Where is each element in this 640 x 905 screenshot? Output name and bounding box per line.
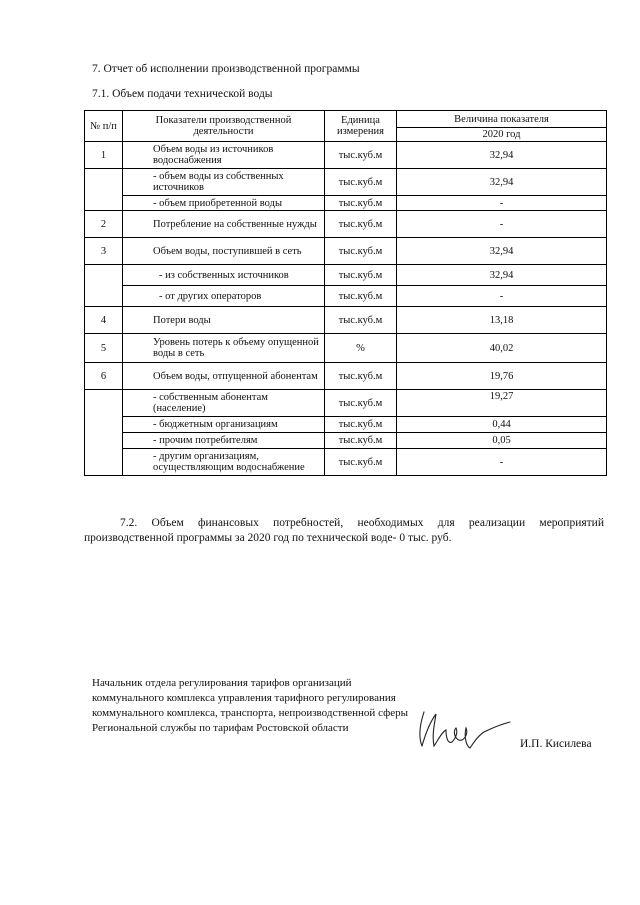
row-unit: % (325, 334, 397, 363)
row-name: Потери воды (123, 307, 325, 334)
row-value: - (397, 449, 607, 476)
row-num: 4 (85, 307, 123, 334)
header-value: Величина показателя (397, 111, 607, 128)
row-name: - другим организациям, осуществляющим водоснабжение (123, 449, 325, 476)
row-value: 19,27 (397, 390, 607, 417)
row-num: 5 (85, 334, 123, 363)
signatory-name: И.П. Кисилева (520, 738, 592, 750)
row-name: - из собственных источников (123, 265, 325, 286)
paragraph-7-2: 7.2. Объем финансовых потребностей, необходимых для реализации мероприятий производственной программы за 2020 год по технической воде- 0 тыс. руб. (84, 517, 604, 544)
header-year: 2020 год (397, 128, 607, 142)
row-value: 19,76 (397, 363, 607, 390)
section-title-7: 7. Отчет об исполнении производственной программы (92, 63, 360, 75)
signatory-position: Начальник отдела регулирования тарифов организаций коммунального комплекса управления тарифного регулирования коммунального комплекса, транспорта, непроизводственной сферы Региональной службы по тарифам Ростовской области (92, 677, 408, 734)
row-unit: тыс.куб.м (325, 307, 397, 334)
table-row (85, 433, 607, 449)
row-name: - объем приобретенной воды (123, 196, 325, 211)
table-row (85, 169, 607, 196)
row-unit: тыс.куб.м (325, 142, 397, 169)
row-unit: тыс.куб.м (325, 433, 397, 449)
table-row (85, 196, 607, 211)
row-num (85, 390, 123, 476)
table-row (85, 265, 607, 286)
table-row (85, 307, 607, 334)
row-num: 1 (85, 142, 123, 169)
row-num: 6 (85, 363, 123, 390)
row-unit: тыс.куб.м (325, 390, 397, 417)
row-value: - (397, 211, 607, 238)
row-name: Объем воды из источников водоснабжения (123, 142, 325, 169)
row-unit: тыс.куб.м (325, 169, 397, 196)
row-value: 0,05 (397, 433, 607, 449)
row-value: 32,94 (397, 265, 607, 286)
table-row (85, 142, 607, 169)
row-num: 2 (85, 211, 123, 238)
row-name: - бюджетным организациям (123, 417, 325, 433)
water-supply-table (84, 110, 607, 476)
row-unit: тыс.куб.м (325, 211, 397, 238)
row-value: 32,94 (397, 142, 607, 169)
table-row (85, 238, 607, 265)
handwritten-signature (412, 702, 512, 752)
row-value: - (397, 196, 607, 211)
row-value: - (397, 286, 607, 307)
table-row (85, 363, 607, 390)
row-value: 40,02 (397, 334, 607, 363)
table-row (85, 211, 607, 238)
row-name: Потребление на собственные нужды (123, 211, 325, 238)
row-unit: тыс.куб.м (325, 265, 397, 286)
row-unit: тыс.куб.м (325, 449, 397, 476)
row-name: Объем воды, отпущенной абонентам (123, 363, 325, 390)
row-unit: тыс.куб.м (325, 238, 397, 265)
row-name: Объем воды, поступившей в сеть (123, 238, 325, 265)
header-name: Показатели производственной деятельности (123, 111, 325, 142)
row-value: 13,18 (397, 307, 607, 334)
table-row (85, 449, 607, 476)
row-name: - от других операторов (123, 286, 325, 307)
row-name: - объем воды из собственных источников (123, 169, 325, 196)
row-unit: тыс.куб.м (325, 196, 397, 211)
table-row (85, 390, 607, 417)
row-unit: тыс.куб.м (325, 417, 397, 433)
row-num (85, 169, 123, 211)
row-value: 32,94 (397, 238, 607, 265)
row-unit: тыс.куб.м (325, 363, 397, 390)
table-row (85, 334, 607, 363)
table-row (85, 286, 607, 307)
row-value: 0,44 (397, 417, 607, 433)
table-row (85, 417, 607, 433)
header-num: № п/п (85, 111, 123, 142)
row-name: Уровень потерь к объему опущенной воды в сеть (123, 334, 325, 363)
row-name: - собственным абонентам (население) (123, 390, 325, 417)
header-unit: Единица измерения (325, 111, 397, 142)
row-num (85, 265, 123, 307)
row-unit: тыс.куб.м (325, 286, 397, 307)
row-name: - прочим потребителям (123, 433, 325, 449)
row-value: 32,94 (397, 169, 607, 196)
section-title-7-1: 7.1. Объем подачи технической воды (92, 88, 273, 100)
row-num: 3 (85, 238, 123, 265)
